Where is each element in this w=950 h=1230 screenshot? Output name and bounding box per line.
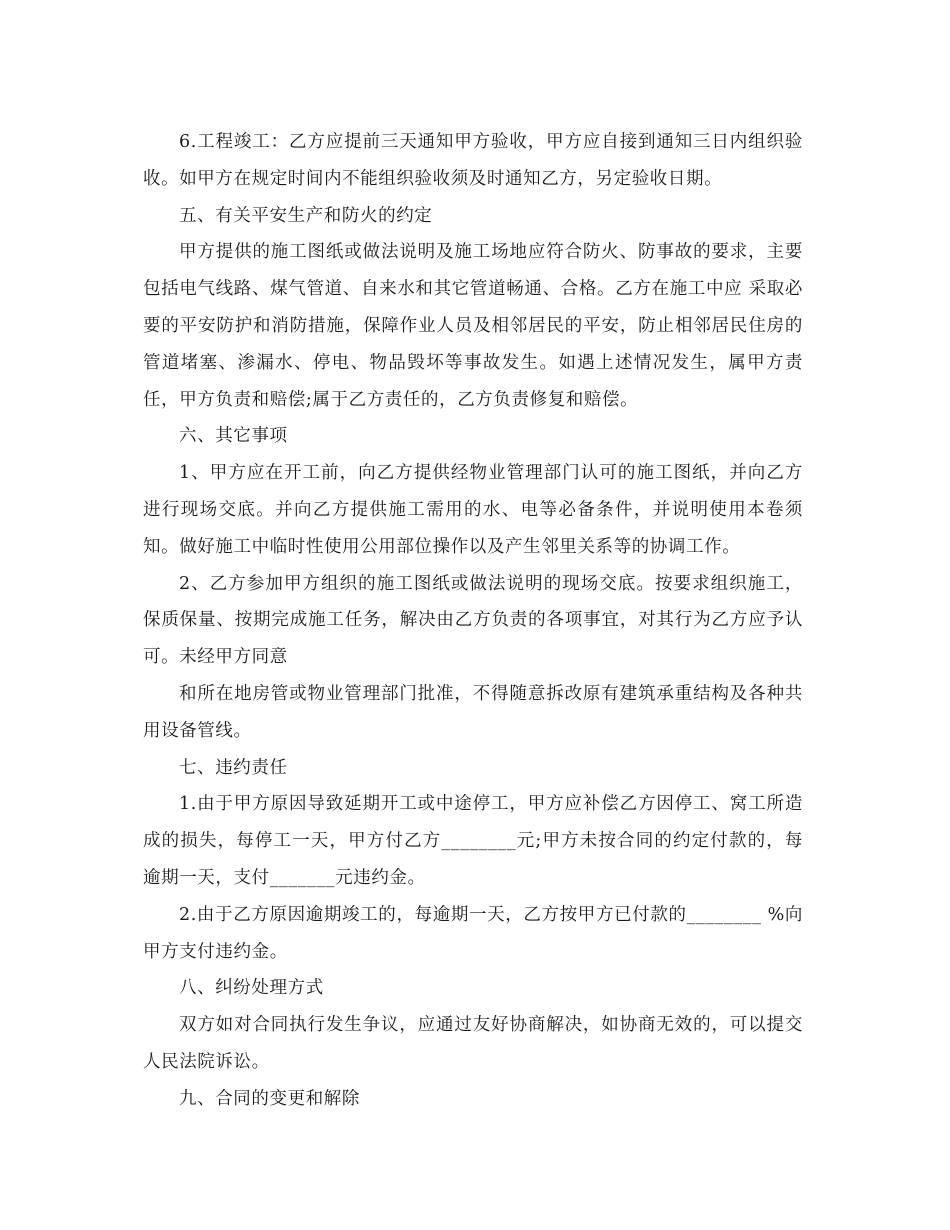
heading-dispute-resolution: 八、纠纷处理方式: [179, 978, 324, 999]
heading-breach-liability: 七、违约责任: [179, 757, 288, 778]
paragraph-safety-fire: 甲方提供的施工图纸或做法说明及施工场地应符合防火、防事故的要求，主要包括电气线路、煤气管道、自来水和其它管道畅通、合格。乙方在施工中应 采取必要的平安防护和消防措施，保障作业人员及相邻居民的平安，防止相邻居民住房的管道堵塞、渗漏水、停电、物品毁坏等事故发生。如遇上述情况发生，属甲方责任，甲方负责和赔偿;属于乙方责任的，乙方负责修复和赔偿。: [143, 242, 803, 410]
paragraph-party-a-duties: 1、甲方应在开工前，向乙方提供经物业管理部门认可的施工图纸，并向乙方进行现场交底。并向乙方提供施工需用的水、电等必备条件，并说明使用本卷须知。做好施工中临时性使用公用部位操作以及产生邻里关系等的协调工作。: [143, 463, 803, 557]
paragraph-party-b-duties: 2、乙方参加甲方组织的施工图纸或做法说明的现场交底。按要求组织施工，保质保量、按期完成施工任务，解决由乙方负责的各项事宜，对其行为乙方应予认可。未经甲方同意: [143, 573, 803, 668]
paragraph-party-b-breach: 2.由于乙方原因逾期竣工的，每逾期一天，乙方按甲方已付款的________ %向甲方支付违约金。: [143, 904, 803, 962]
contract-body: [143, 124, 803, 1118]
paragraph-structure-approval: 和所在地房管或物业管理部门批准，不得随意拆改原有建筑承重结构及各种共用设备管线。: [143, 683, 803, 741]
heading-contract-change: 九、合同的变更和解除: [179, 1088, 360, 1109]
heading-other-matters: 六、其它事项: [179, 426, 288, 447]
paragraph-completion-acceptance: 6.工程竣工：乙方应提前三天通知甲方验收，甲方应自接到通知三日内组织验收。如甲方在规定时间内不能组织验收须及时通知乙方，另定验收日期。: [143, 132, 803, 189]
paragraph-dispute-resolution: 双方如对合同执行发生争议，应通过友好协商解决，如协商无效的，可以提交人民法院诉讼。: [143, 1015, 803, 1072]
paragraph-party-a-breach: 1.由于甲方原因导致延期开工或中途停工，甲方应补偿乙方因停工、窝工所造成的损失，每停工一天，甲方付乙方________元;甲方未按合同的约定付款的，每逾期一天，支付_______元违约金。: [143, 794, 803, 888]
heading-safety-fire: 五、有关平安生产和防火的约定: [179, 205, 433, 226]
